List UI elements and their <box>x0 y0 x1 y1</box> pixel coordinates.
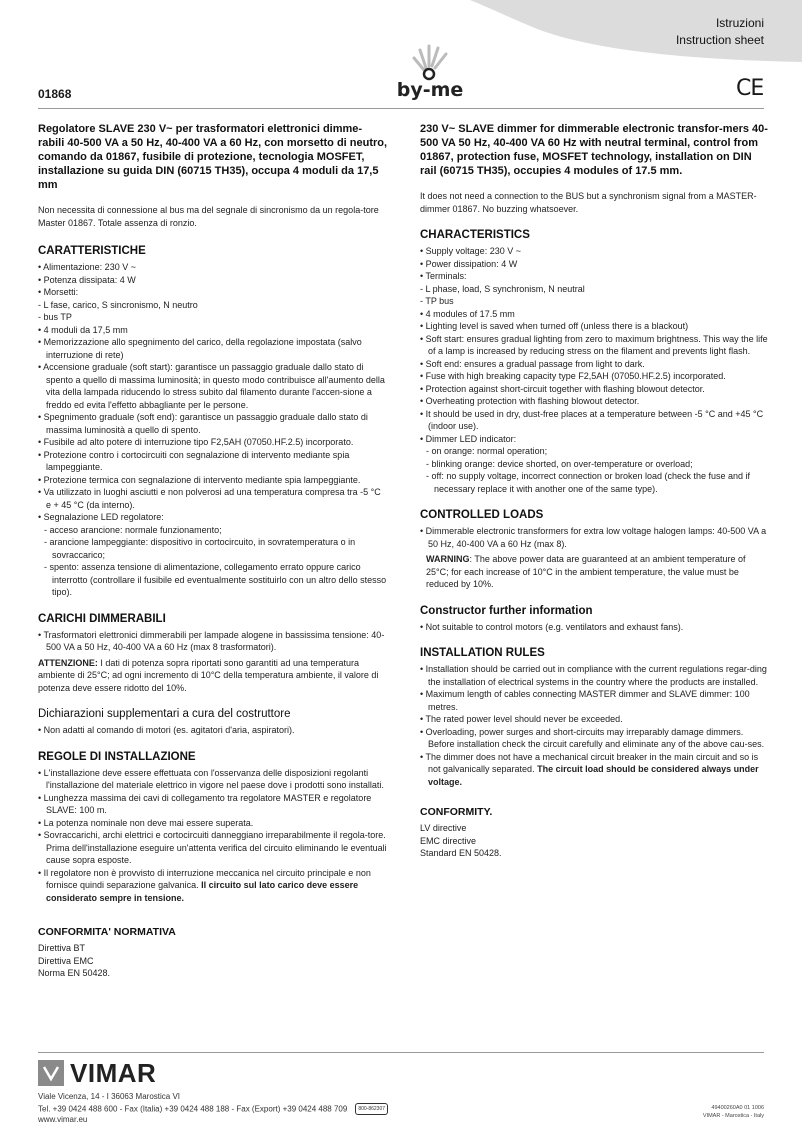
list-item: • Trasformatori elettronici dimmerabili per lampade alogene in bassissima tensione: 40-500 VA a 50 Hz, 40-400 VA a 60 Hz (max 8 trasformatori). <box>38 629 385 652</box>
list-item: • Potenza dissipata: 4 W <box>38 274 136 285</box>
conformity-line: Direttiva EMC <box>38 955 94 966</box>
en-title: 230 V~ SLAVE dimmer for dimmerable electronic transfor-mers 40-500 VA 50 Hz, 40-400 VA 60 Hz with neutral terminal, control from 01867, protection fuse, MOSFET technology, installation on DIN rail (60715 TH35), occupies 4 modules of 17.5 mm. <box>420 123 768 177</box>
it-install-last-bold: Il circuito sul lato carico deve essere considerato sempre in tensione. <box>46 880 359 903</box>
list-item: • Terminals: <box>420 271 467 281</box>
en-characteristics-heading: CHARACTERISTICS <box>420 229 530 241</box>
it-intro: Non necessita di connessione al bus ma del segnale di sincronismo da un regola-tore Master 01867. Totale assenza di ronzio. <box>38 205 379 228</box>
en-supplementary-list <box>420 621 770 634</box>
list-item: • Dimmer LED indicator: <box>420 433 517 444</box>
en-loads-heading: CONTROLLED LOADS <box>420 509 544 521</box>
en-install-last-text: • The dimmer does not have a mechanical circuit breaker in the main circuit and so is not galvanically separated. <box>420 751 759 774</box>
list-item: • Maximum length of cables connecting MASTER dimmer and SLAVE dimmer: 100 metres. <box>420 689 750 712</box>
list-item: • La potenza nominale non deve mai essere superata. <box>38 817 254 828</box>
document-code <box>703 1104 764 1120</box>
logo-text: by-me <box>396 79 464 101</box>
list-item: • Alimentazione: 230 V ~ <box>38 262 136 272</box>
en-loads-note <box>420 553 770 591</box>
list-item: • Lunghezza massima dei cavi di collegamento tra regolatore MASTER e regolatore SLAVE: 100 m. <box>38 792 372 815</box>
list-item: • Not suitable to control motors (e.g. ventilators and exhaust fans). <box>420 621 684 632</box>
footer-address <box>38 1092 388 1126</box>
english-column <box>420 118 770 860</box>
list-item: • Installation should be carried out in compliance with the current regulations regar-ding the installation of electrical systems in the country where the products are installed. <box>420 664 767 687</box>
list-item: • Soft start: ensures gradual lighting from zero to maximum brightness. This way the life of a lamp is increased by reducing stress on the filament and prevents light flash. <box>420 333 768 356</box>
en-note-label: WARNING <box>426 554 470 564</box>
it-characteristics-list <box>38 261 388 599</box>
conformity-line: EMC directive <box>420 835 477 846</box>
top-divider <box>38 108 764 109</box>
web-link[interactable]: www.vimar.eu <box>38 1115 88 1124</box>
en-supplementary-heading: Constructor further information <box>420 604 593 617</box>
tollfree-badge: 800-862307 <box>355 1103 388 1116</box>
en-intro: It does not need a connection to the BUS but a synchronism signal from a MASTER-dimmer 01867. No buzzing whatsoever. <box>420 191 757 214</box>
en-note-text: : The above power data are guaranteed at an ambient temperature of 25°C; for each increase of 10°C in the ambient temperature, the value must be reduced by 10%. <box>426 554 746 589</box>
it-supplementary-heading: Dichiarazioni supplementari a cura del costruttore <box>38 708 291 720</box>
it-note-label: ATTENZIONE: <box>38 657 98 668</box>
list-item: - spento: assenza tensione di alimentazione, collegamento errato oppure carico interrotto (controllare il fusibile ed eventualmente sostituirlo con un altro dello stesso tipo). <box>44 562 387 597</box>
en-installation-list <box>420 663 770 751</box>
list-item: • Spegnimento graduale (soft end): garantisce un passaggio graduale dallo stato di massima luminosità a quello di spento. <box>38 412 368 435</box>
list-item: • Overheating protection with flashing blowout detector. <box>420 396 640 406</box>
it-characteristics-heading: CARATTERISTICHE <box>38 245 146 257</box>
it-note-text: I dati di potenza sopra riportati sono garantiti ad una temperatura ambiente di 25°C; ad ogni incremento di 10°C della temperatura ambiente, il valore di potenza deve essere ridotto del 10%. <box>38 657 379 693</box>
en-loads-list <box>420 525 770 550</box>
list-item: - bus TP <box>38 312 72 322</box>
doc-code-text: 49400260A0 01 1006 <box>711 1105 764 1111</box>
bottom-divider <box>38 1052 764 1053</box>
list-item: • Segnalazione LED regolatore: <box>38 512 164 522</box>
italian-column <box>38 118 388 980</box>
vimar-logo-icon <box>38 1060 64 1086</box>
it-supplementary-list <box>38 724 388 737</box>
header-title <box>676 15 764 49</box>
it-loads-note <box>38 657 388 695</box>
list-item: • The rated power level should never be exceeded. <box>420 714 623 724</box>
en-conformity-lines <box>420 822 770 860</box>
list-item: • Protezione termica con segnalazione di intervento mediante spia lampeggiante. <box>38 474 361 485</box>
ce-mark: CE <box>736 76 764 101</box>
it-conformity-heading: CONFORMITA' NORMATIVA <box>38 926 176 938</box>
list-item: • 4 modules of 17.5 mm <box>420 308 515 319</box>
list-item: • Accensione graduale (soft start): garantisce un passaggio graduale dallo stato di spento a quello di massima luminosità; in questo modo contribuisce all'aumento della vita della lampada riducendo lo stress subito dal filamento durante l'accen-sione a freddo ed evita l'effetto abbagliante per le persone. <box>38 362 385 410</box>
by-me-logo <box>380 40 480 102</box>
conformity-line: LV directive <box>420 823 467 833</box>
it-installation-list <box>38 767 388 867</box>
list-item: • It should be used in dry, dust-free places at a temperature between -5 °C and +45 °C (indoor use). <box>420 408 764 431</box>
list-item: • Dimmerable electronic transformers for extra low voltage halogen lamps: 40-500 VA a 50 Hz, 40-400 VA a 60 Hz (max 8). <box>420 526 767 549</box>
doc-place-text: VIMAR - Marostica - Italy <box>702 1113 764 1119</box>
list-item: • 4 moduli da 17,5 mm <box>38 324 128 335</box>
list-item: - acceso arancione: normale funzionamento; <box>44 524 222 535</box>
list-item: • Fusibile ad alto potere di interruzione tipo F2,5AH (07050.HF.2.5) incorporato. <box>38 437 354 447</box>
title-italian: Istruzioni <box>715 16 764 30</box>
list-item: • Va utilizzato in luoghi asciutti e non polverosi ad una temperatura compresa tra -5 °C e + 45 °C (da interno). <box>38 487 381 510</box>
list-item: - L phase, load, S synchronism, N neutral <box>420 283 585 294</box>
list-item: • Lighting level is saved when turned off (unless there is a blackout) <box>420 321 689 331</box>
list-item: - L fase, carico, S sincronismo, N neutro <box>38 299 198 310</box>
product-code: 01868 <box>38 87 72 101</box>
it-installation-last <box>38 867 388 905</box>
title-english: Instruction sheet <box>675 33 764 47</box>
it-loads-heading: CARICHI DIMMERABILI <box>38 612 166 625</box>
phone-text: Tel. +39 0424 488 600 - Fax (Italia) +39 0424 488 188 - Fax (Export) +39 0424 488 709 <box>38 1103 348 1113</box>
list-item: • L'installazione deve essere effettuata con l'osservanza delle disposizioni regolanti l'installazione del materiale elettrico in vigore nel paese dove i prodotti sono installati. <box>38 767 384 790</box>
list-item: - arancione lampeggiante: dispositivo in cortocircuito, in sovratemperatura o in sovraccarico; <box>44 537 356 560</box>
list-item: - on orange: normal operation; <box>426 446 548 456</box>
list-item: • Non adatti al comando di motori (es. agitatori d'aria, aspiratori). <box>38 725 295 735</box>
en-installation-heading: INSTALLATION RULES <box>420 647 545 659</box>
list-item: - blinking orange: device shorted, on over-temperature or overload; <box>426 458 693 469</box>
conformity-line: Norma EN 50428. <box>38 968 111 978</box>
it-loads-list <box>38 629 388 654</box>
list-item: • Protezione contro i cortocircuiti con segnalazione di intervento mediante spia lampeggiante. <box>38 449 350 472</box>
en-characteristics-list <box>420 245 770 495</box>
address-line: Viale Vicenza, 14 - I 36063 Marostica VI <box>38 1092 181 1101</box>
list-item: • Sovraccarichi, archi elettrici e cortocircuiti danneggiano irreparabilmente il regola-tore. Prima dell'installazione eseguire un'attenta verifica del circuito eliminando le eventuali cause sopra esposte. <box>38 830 387 865</box>
en-installation-last <box>420 751 770 789</box>
list-item: - off: no supply voltage, incorrect connection or broken load (check the fuse and if necessary replace it with another one of the same type). <box>426 471 751 494</box>
list-item: • Supply voltage: 230 V ~ <box>420 246 521 256</box>
it-title: Regolatore SLAVE 230 V~ per trasformatori elettronici dimme-rabili 40-500 VA a 50 Hz, 40-400 VA a 60 Hz, con morsetto di neutro, comando da 01867, fusibile di protezione, tecnologia MOSFET, installazione su guida DIN (60715 TH35), occupa 4 moduli da 17,5 mm <box>38 123 388 191</box>
list-item: • Overloading, power surges and short-circuits may irreparably damage dimmers. Before installation check the circuit carefully and eliminate any of the above cau-ses. <box>420 726 765 749</box>
list-item: • Morsetti: <box>38 287 79 297</box>
vimar-wordmark: VIMAR <box>70 1057 157 1088</box>
list-item: • Fuse with high breaking capacity type F2,5AH (07050.HF.2.5) incorporated. <box>420 371 726 381</box>
list-item: - TP bus <box>420 296 454 306</box>
it-install-last-text: • Il regolatore non è provvisto di interruzione meccanica nel circuito principale e non fornisce quindi separazione galvanica. <box>38 867 371 890</box>
phone-line <box>38 1103 388 1116</box>
conformity-line: Direttiva BT <box>38 943 86 953</box>
list-item: • Power dissipation: 4 W <box>420 258 518 269</box>
it-installation-heading: REGOLE DI INSTALLAZIONE <box>38 750 196 763</box>
list-item: • Protection against short-circuit together with flashing blowout detector. <box>420 383 705 394</box>
list-item: • Memorizzazione allo spegnimento del carico, della regolazione impostata (salvo interruzione di rete) <box>38 337 362 360</box>
en-conformity-heading: CONFORMITY. <box>420 806 493 818</box>
it-conformity-lines <box>38 942 388 980</box>
list-item: • Soft end: ensures a gradual passage from light to dark. <box>420 358 645 369</box>
en-install-last-bold: The circuit load should be considered always under voltage. <box>428 764 759 787</box>
vimar-brand <box>38 1057 157 1088</box>
conformity-line: Standard EN 50428. <box>420 848 502 858</box>
